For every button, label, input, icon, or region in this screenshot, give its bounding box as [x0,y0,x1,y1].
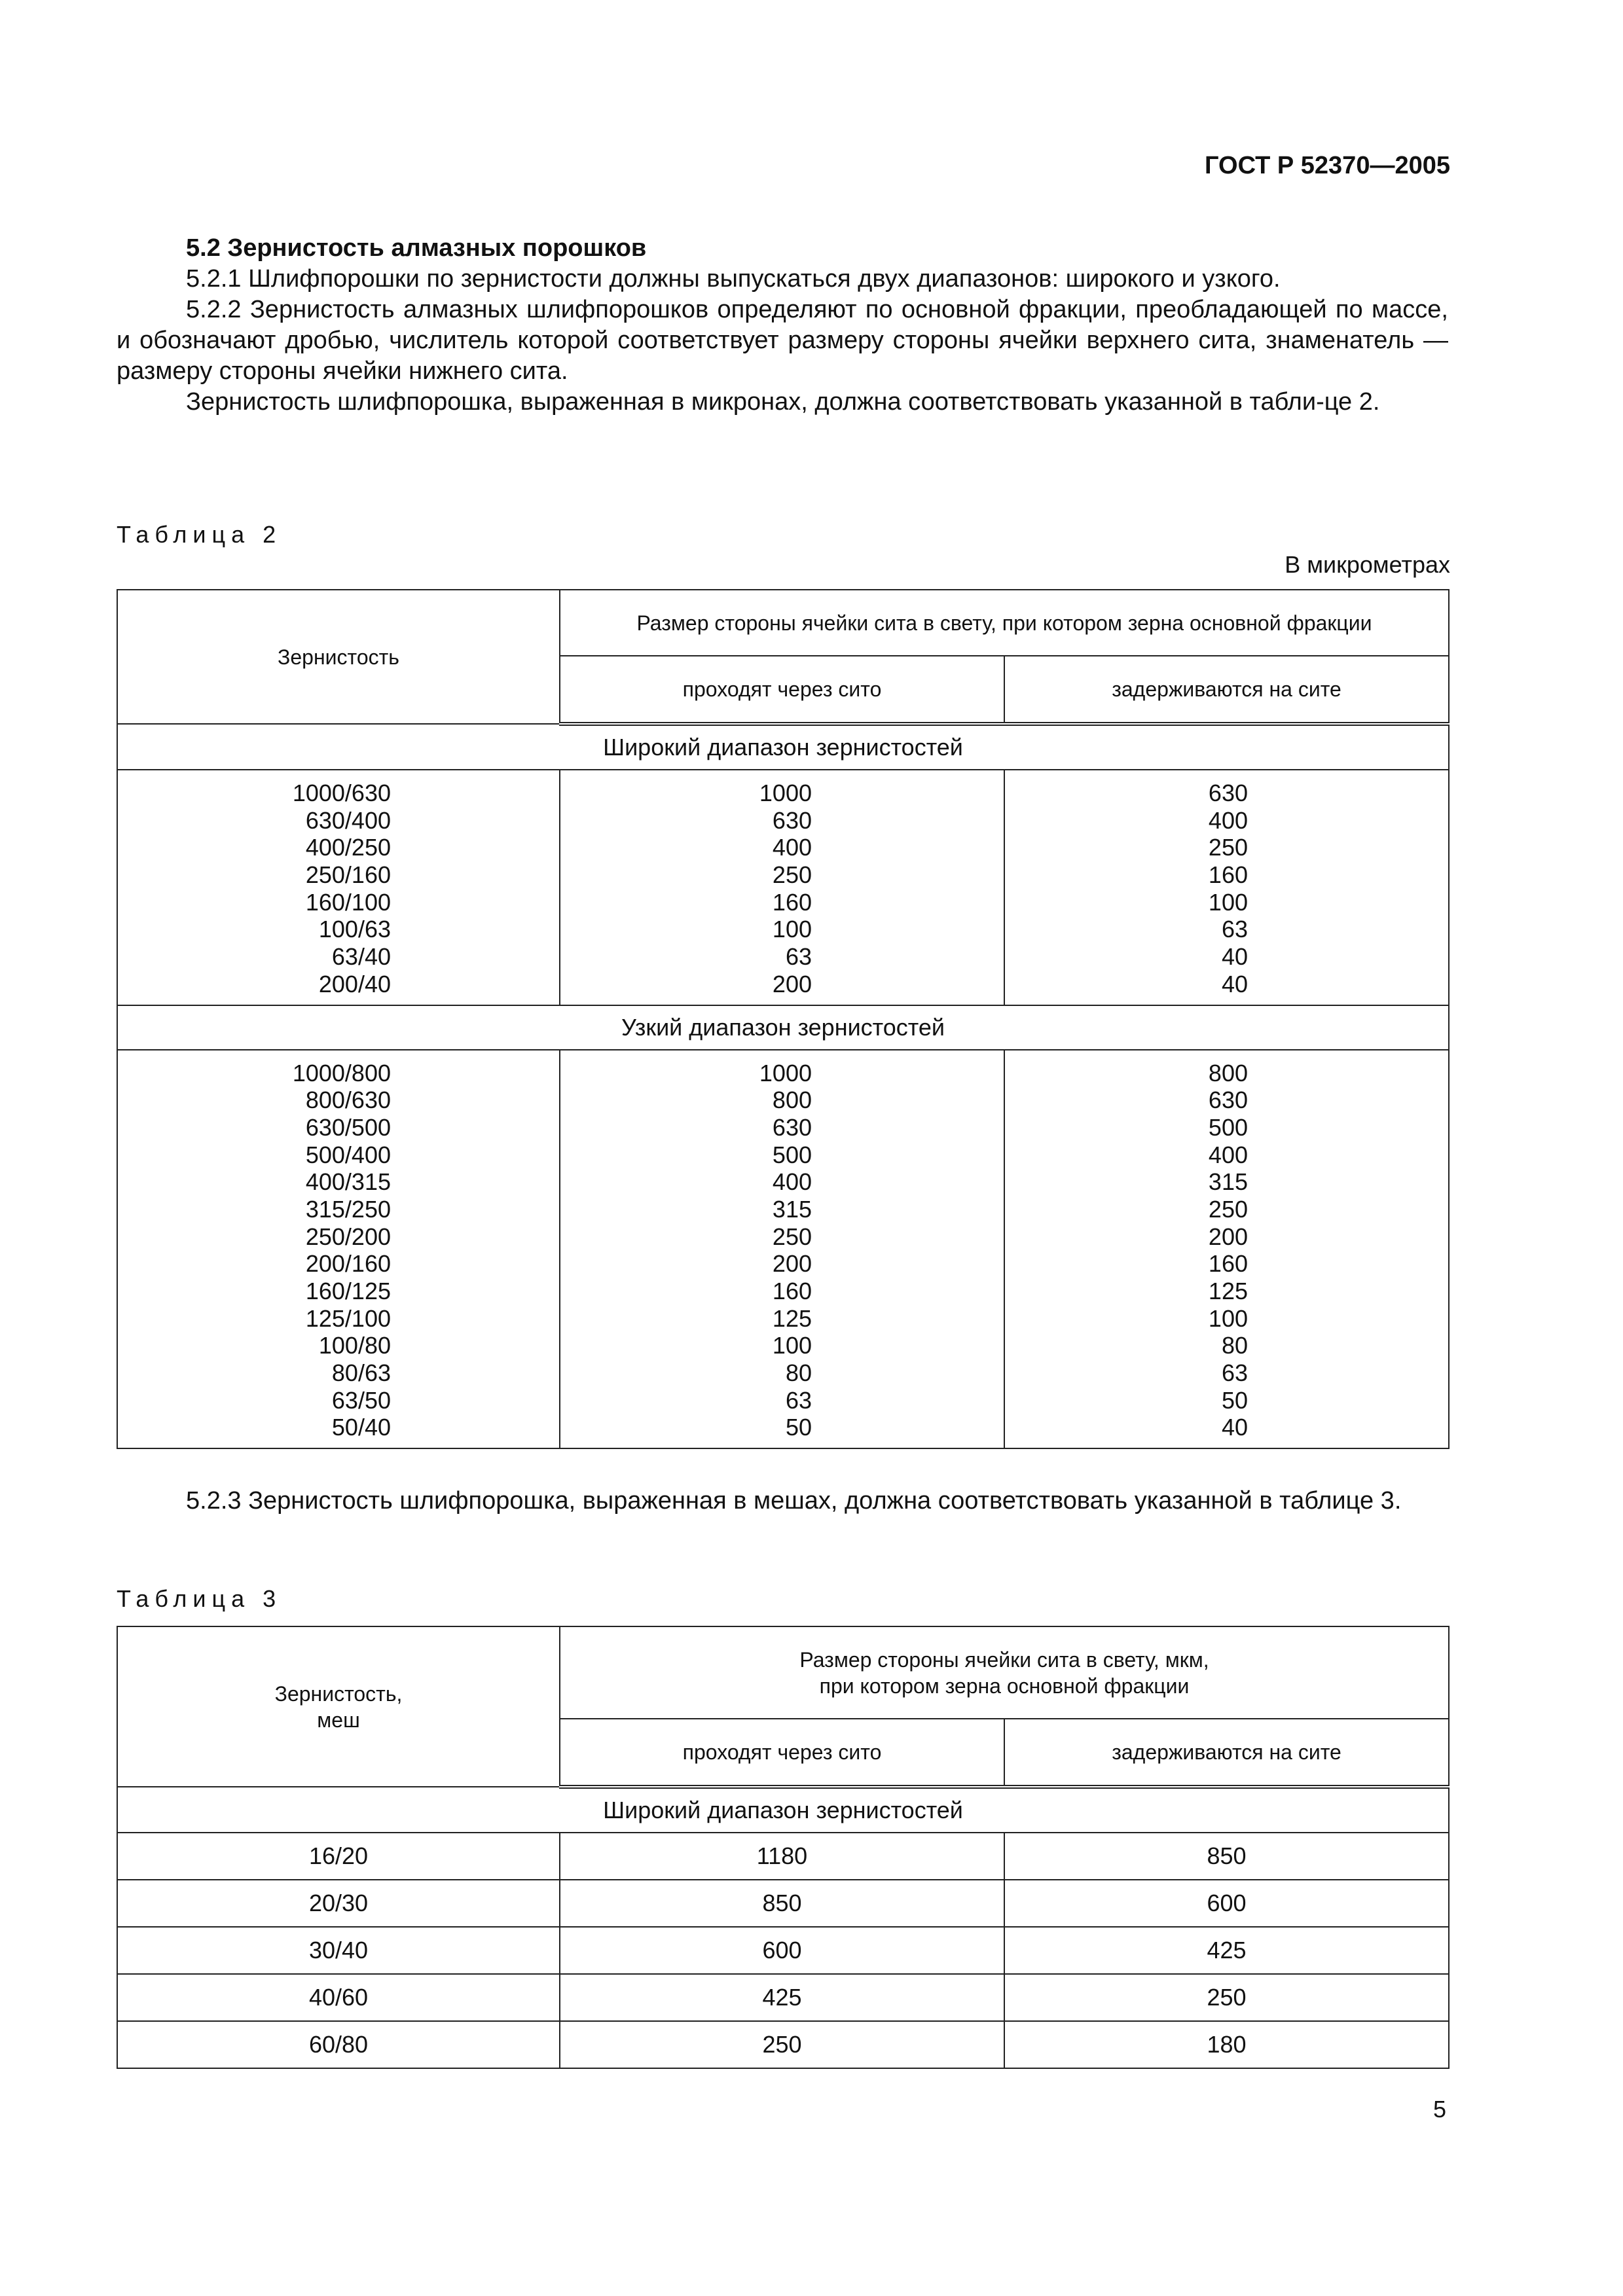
table2-narrow-retain-column [1004,1050,1449,1449]
table3-cell-grit: 20/30 [117,1880,560,1927]
table3 [117,1626,1450,2069]
table-cell-value: 160 [1208,1250,1248,1278]
table-row [117,2021,1449,2068]
table-cell-value: 100/80 [318,1332,391,1359]
table3-cell-pass: 425 [560,1974,1004,2021]
table2-units: В микрометрах [1285,551,1450,578]
table-cell-value: 250 [1208,834,1248,861]
table-cell-value: 250 [772,1223,812,1250]
table-cell-value: 800 [772,1086,812,1114]
table-cell-value: 1000/630 [292,780,391,806]
table-cell-value: 1000/800 [292,1059,391,1086]
table3-header-size-line1: Размер стороны ячейки сита в свету, мкм, [799,1647,1209,1672]
table3-cell-retain: 850 [1004,1833,1449,1880]
paragraph-5-2-1: 5.2.1 Шлифпорошки по зернистости должны выпускаться двух диапазонов: широкого и узкого. [186,265,1281,293]
table-cell-value: 63/50 [331,1386,391,1414]
page-number: 5 [1432,2096,1446,2123]
table3-cell-retain: 180 [1004,2021,1449,2068]
table-cell-value: 100 [1208,1304,1248,1332]
table3-header-grit-line2: меш [317,1708,360,1732]
table-cell-value: 80 [1221,1332,1248,1359]
table-cell-value: 160 [772,1278,812,1304]
table3-cell-retain: 250 [1004,1974,1449,2021]
section-heading: 5.2 Зернистость алмазных порошков [186,234,647,262]
table2-narrow-range-label: Узкий диапазон зернистостей [117,1005,1449,1050]
table-cell-value: 160/125 [305,1278,391,1304]
table-cell-value: 400 [772,1168,812,1196]
table-cell-value: 63 [1221,1359,1248,1387]
table-cell-value: 500 [772,1141,812,1168]
table-cell-value: 200 [772,970,812,997]
table-cell-value: 630/400 [305,806,391,834]
table3-cell-retain: 600 [1004,1880,1449,1927]
table-cell-value: 125 [1208,1278,1248,1304]
table2-wide-retain-column [1004,770,1449,1005]
table-cell-value: 160 [1208,861,1248,889]
paragraph-5-2-3: 5.2.3 Зернистость шлифпорошка, выраженная в мешах, должна соответствовать указанной в таблице 3. [186,1487,1402,1515]
table-cell-value: 100 [772,916,812,943]
table3-header-retain: задерживаются на сите [1004,1719,1449,1787]
table3-header-pass: проходят через сито [560,1719,1004,1787]
table3-cell-pass: 600 [560,1927,1004,1974]
table3-cell-grit: 30/40 [117,1927,560,1974]
table3-header-size-line2: при котором зерна основной фракции [819,1674,1190,1698]
table-row [117,1833,1449,1880]
table-cell-value: 315 [1208,1168,1248,1196]
table2-wide-range-label: Широкий диапазон зернистостей [117,724,1449,770]
document-number: ГОСТ Р 52370—2005 [1205,152,1450,179]
table-row [117,1927,1449,1974]
table-cell-value: 1000 [759,780,812,806]
table-cell-value: 200/160 [305,1250,391,1278]
paragraph-table2-ref: Зернистость шлифпорошка, выраженная в микронах, должна соответствовать указанной в табли-це 2. [186,388,1380,416]
table-cell-value: 200 [1208,1223,1248,1250]
table-cell-value: 80/63 [331,1359,391,1387]
table-cell-value: 630 [1208,780,1248,806]
section-text [117,233,1448,418]
table3-header-size [560,1626,1449,1719]
table2-header-retain: задерживаются на сите [1004,656,1449,724]
table3-cell-pass: 1180 [560,1833,1004,1880]
table3-cell-grit: 40/60 [117,1974,560,2021]
table-cell-value: 800 [1208,1059,1248,1086]
table3-header-grit-line1: Зернистость, [274,1681,403,1706]
table2-header-pass: проходят через сито [560,656,1004,724]
table3-caption: Таблица 3 [117,1585,282,1612]
table-row [117,1974,1449,2021]
table-cell-value: 315 [772,1195,812,1223]
table-cell-value: 250 [772,861,812,889]
table-cell-value: 400/315 [305,1168,391,1196]
table3-wide-range-label: Широкий диапазон зернистостей [117,1787,1449,1833]
table2-wide-grit-column [117,770,560,1005]
table-cell-value: 200/40 [318,970,391,997]
table2-narrow-grit-column [117,1050,560,1449]
table-cell-value: 800/630 [305,1086,391,1114]
paragraph-5-2-2: 5.2.2 Зернистость алмазных шлифпорошков определяют по основной фракции, преобладающей по массе, и обозначают дробью, числитель которой соответствует размеру стороны ячейки верхнего сита, знаменатель — размеру стороны ячейки нижнего сита. [117,296,1448,385]
section-text-2 [117,1486,1448,1516]
table3-cell-grit: 16/20 [117,1833,560,1880]
table-cell-value: 63 [785,1386,812,1414]
table2-header-size: Размер стороны ячейки сита в свету, при котором зерна основной фракции [560,590,1449,656]
table-cell-value: 50 [785,1414,812,1441]
table-cell-value: 50 [1221,1386,1248,1414]
table-cell-value: 400 [772,834,812,861]
table-cell-value: 200 [772,1250,812,1278]
table3-cell-pass: 850 [560,1880,1004,1927]
table3-header-grit [117,1626,560,1787]
table2-header-grit: Зернистость [117,590,560,724]
table2-narrow-pass-column [560,1050,1004,1449]
table-cell-value: 100/63 [318,916,391,943]
table-cell-value: 40 [1221,970,1248,997]
table-row [117,1880,1449,1927]
table-cell-value: 250 [1208,1195,1248,1223]
table2 [117,589,1450,1449]
table-cell-value: 630 [772,1113,812,1141]
table-cell-value: 100 [1208,888,1248,916]
table-cell-value: 630/500 [305,1113,391,1141]
table-cell-value: 40 [1221,943,1248,971]
table-cell-value: 250/200 [305,1223,391,1250]
table-cell-value: 63 [785,943,812,971]
table-cell-value: 400/250 [305,834,391,861]
table-cell-value: 315/250 [305,1195,391,1223]
table-cell-value: 630 [772,806,812,834]
table-cell-value: 1000 [759,1059,812,1086]
table-cell-value: 50/40 [331,1414,391,1441]
table-cell-value: 250/160 [305,861,391,889]
table3-cell-grit: 60/80 [117,2021,560,2068]
table-cell-value: 63 [1221,916,1248,943]
table-cell-value: 125/100 [305,1304,391,1332]
table-cell-value: 400 [1208,1141,1248,1168]
table-cell-value: 100 [772,1332,812,1359]
table3-cell-pass: 250 [560,2021,1004,2068]
table-cell-value: 500/400 [305,1141,391,1168]
table2-wide-rows [117,770,1449,1005]
table-cell-value: 160/100 [305,888,391,916]
table2-wide-pass-column [560,770,1004,1005]
table-cell-value: 63/40 [331,943,391,971]
table-cell-value: 500 [1208,1113,1248,1141]
table2-caption: Таблица 2 [117,521,282,548]
table-cell-value: 630 [1208,1086,1248,1114]
table-cell-value: 40 [1221,1414,1248,1441]
table3-cell-retain: 425 [1004,1927,1449,1974]
table-cell-value: 125 [772,1304,812,1332]
table-cell-value: 400 [1208,806,1248,834]
table2-narrow-rows [117,1050,1449,1449]
table-cell-value: 160 [772,888,812,916]
table-cell-value: 80 [785,1359,812,1387]
